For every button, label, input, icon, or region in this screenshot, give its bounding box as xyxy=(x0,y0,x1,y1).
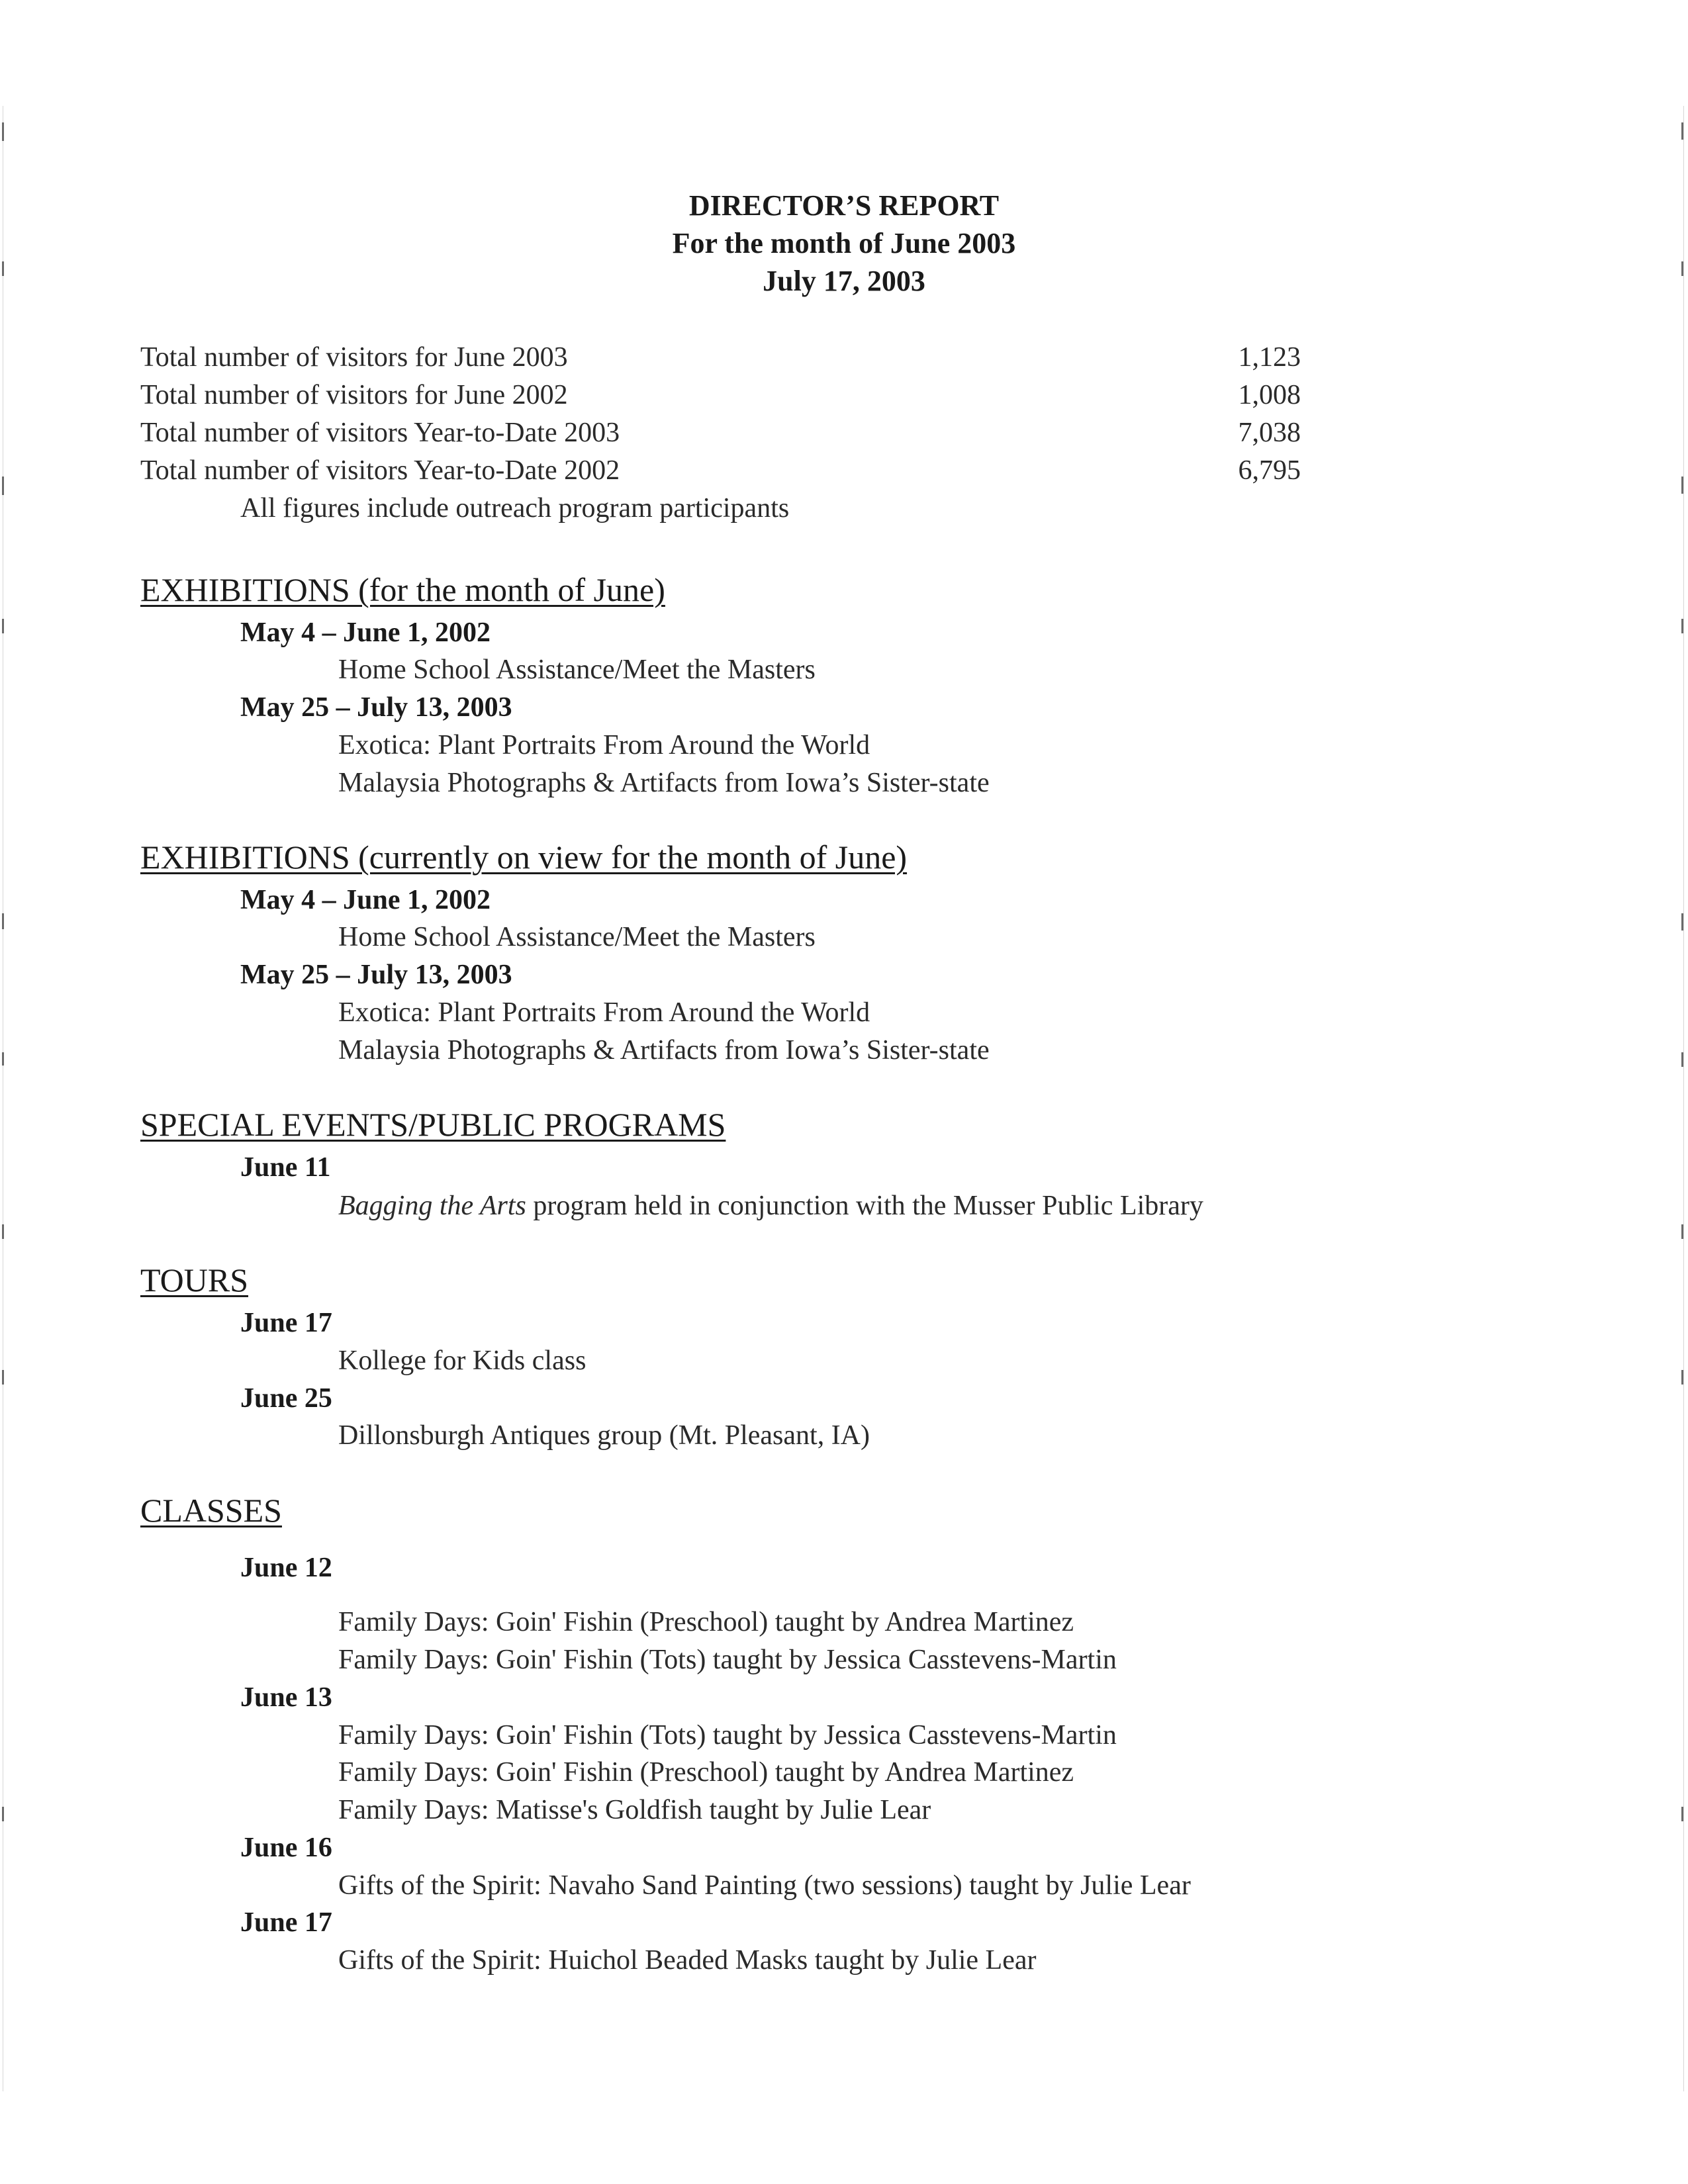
visitor-stat-value: 1,008 xyxy=(1238,380,1301,410)
report-title: DIRECTOR’S REPORT xyxy=(688,189,1000,222)
scan-mark xyxy=(2,1807,4,1821)
entry-item-title: Bagging the Arts xyxy=(338,1191,526,1221)
scan-mark xyxy=(1681,1370,1683,1385)
entry-item: Home School Assistance/Meet the Masters xyxy=(338,655,816,685)
entry-date: May 4 – June 1, 2002 xyxy=(240,617,491,648)
report-date: July 17, 2003 xyxy=(763,265,925,297)
scan-mark xyxy=(2,1370,4,1385)
entry-item: Family Days: Goin' Fishin (Tots) taught by Jessica Casstevens-Martin xyxy=(338,1645,1117,1675)
scan-mark xyxy=(1681,913,1683,931)
visitor-stat-label: Total number of visitors Year-to-Date 2002 xyxy=(140,455,620,486)
entry-item: Family Days: Goin' Fishin (Tots) taught by Jessica Casstevens-Martin xyxy=(338,1720,1117,1751)
entry-item-text: program held in conjunction with the Musser Public Library xyxy=(526,1191,1203,1221)
section-heading-exhibitions: EXHIBITIONS (for the month of June) xyxy=(140,571,665,608)
scan-mark xyxy=(2,477,4,495)
scan-mark xyxy=(1681,477,1683,494)
entry-item: Gifts of the Spirit: Huichol Beaded Masks taught by Julie Lear xyxy=(338,1945,1037,1976)
entry-item xyxy=(338,1190,1203,1222)
visitor-stat-label: Total number of visitors for June 2002 xyxy=(140,380,568,410)
entry-item: Exotica: Plant Portraits From Around the World xyxy=(338,730,870,760)
visitor-note: All figures include outreach program participants xyxy=(240,493,790,523)
entry-date: June 16 xyxy=(240,1833,332,1863)
entry-date: June 13 xyxy=(240,1682,332,1713)
section-heading-special-events: SPECIAL EVENTS/PUBLIC PROGRAMS xyxy=(140,1106,726,1143)
visitor-stat-value: 7,038 xyxy=(1238,418,1301,448)
visitor-stat-value: 6,795 xyxy=(1238,455,1301,486)
scan-mark xyxy=(1681,122,1683,140)
entry-item: Malaysia Photographs & Artifacts from Iowa’s Sister-state xyxy=(338,768,990,798)
scan-mark xyxy=(2,619,4,633)
section-heading-classes: CLASSES xyxy=(140,1492,282,1529)
scan-mark xyxy=(1681,1052,1683,1067)
visitor-stat-value: 1,123 xyxy=(1238,342,1301,373)
entry-date: June 12 xyxy=(240,1553,332,1583)
scan-mark xyxy=(1681,619,1683,633)
entry-date: June 11 xyxy=(240,1152,331,1183)
section-heading-exhibitions-current: EXHIBITIONS (currently on view for the month of June) xyxy=(140,839,908,876)
scan-mark xyxy=(1681,1807,1683,1821)
entry-date: May 25 – July 13, 2003 xyxy=(240,960,512,990)
scan-mark xyxy=(2,913,4,929)
visitor-stat-label: Total number of visitors Year-to-Date 2003 xyxy=(140,418,620,448)
entry-item: Exotica: Plant Portraits From Around the World xyxy=(338,997,870,1028)
entry-date: June 17 xyxy=(240,1308,332,1338)
entry-date: May 25 – July 13, 2003 xyxy=(240,692,512,723)
entry-item: Malaysia Photographs & Artifacts from Iowa’s Sister-state xyxy=(338,1035,990,1066)
scan-mark xyxy=(2,1224,4,1239)
scan-mark xyxy=(1681,1224,1683,1239)
scan-mark xyxy=(2,122,4,141)
entry-item: Gifts of the Spirit: Navaho Sand Painting (two sessions) taught by Julie Lear xyxy=(338,1870,1191,1901)
visitor-stat-label: Total number of visitors for June 2003 xyxy=(140,342,568,373)
entry-date: June 25 xyxy=(240,1383,332,1414)
entry-date: May 4 – June 1, 2002 xyxy=(240,885,491,915)
report-subtitle: For the month of June 2003 xyxy=(672,227,1016,259)
entry-item: Home School Assistance/Meet the Masters xyxy=(338,922,816,952)
entry-item: Family Days: Goin' Fishin (Preschool) taught by Andrea Martinez xyxy=(338,1607,1074,1637)
scan-edge-right xyxy=(1683,106,1684,2091)
entry-item: Dillonsburgh Antiques group (Mt. Pleasant, IA) xyxy=(338,1420,870,1451)
section-heading-tours: TOURS xyxy=(140,1261,249,1298)
entry-item: Family Days: Matisse's Goldfish taught by Julie Lear xyxy=(338,1795,931,1825)
scan-mark xyxy=(2,1052,4,1066)
entry-item: Family Days: Goin' Fishin (Preschool) taught by Andrea Martinez xyxy=(338,1757,1074,1788)
entry-item: Kollege for Kids class xyxy=(338,1345,586,1376)
entry-date: June 17 xyxy=(240,1907,332,1938)
